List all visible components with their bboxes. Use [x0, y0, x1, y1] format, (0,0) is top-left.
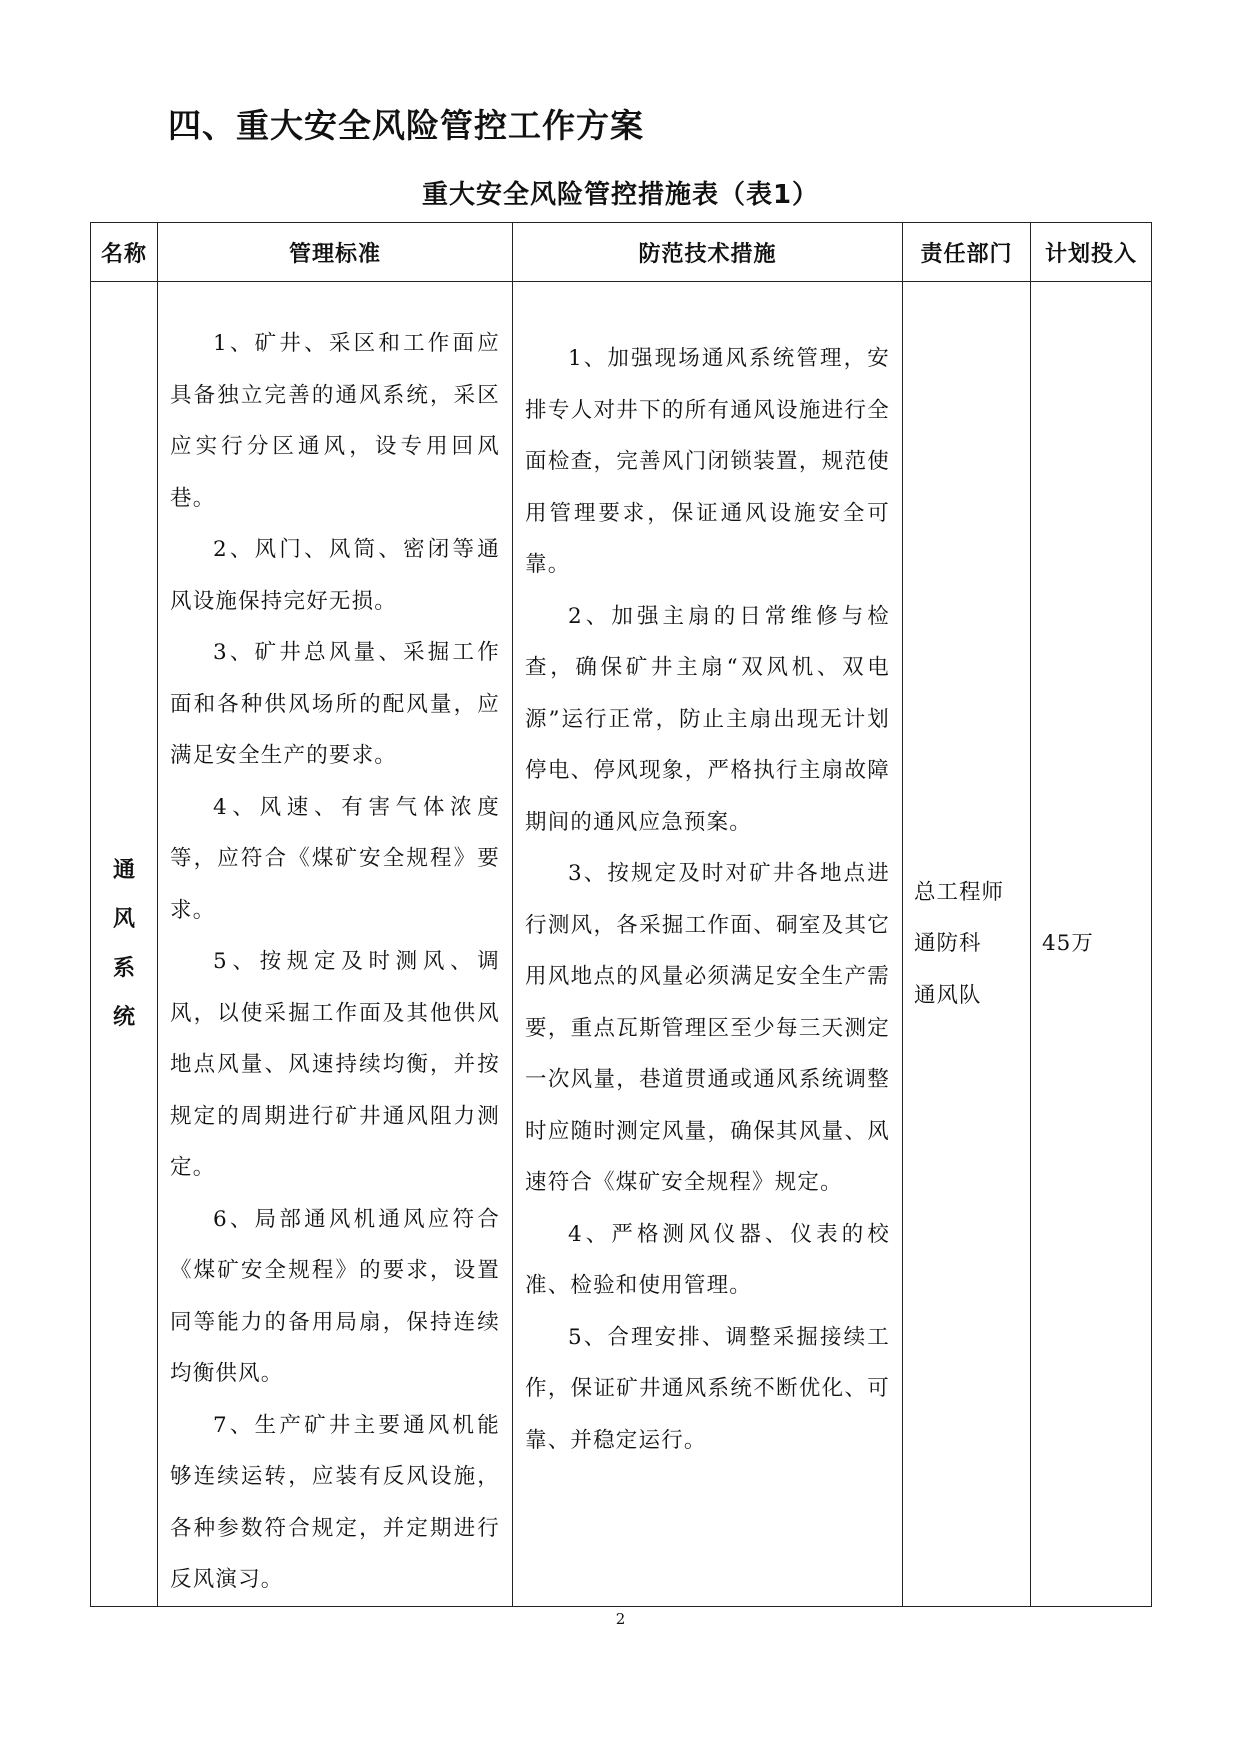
risk-name-cell: [91, 282, 158, 1607]
measures-cell: [513, 282, 903, 1607]
measure-item: 3、按规定及时对矿井各地点进行测风，各采掘工作面、硐室及其它用风地点的风量必须满足安全生产需要，重点瓦斯管理区至少每三天测定一次风量，巷道贯通或通风系统调整时应随时测定风量，确保其风量、风速符合《煤矿安全规程》规定。: [525, 861, 890, 1195]
standard-item: 5、按规定及时测风、调风，以使采掘工作面及其他供风地点风量、风速持续均衡，并按规定的周期进行矿井通风阻力测定。: [170, 949, 500, 1180]
header-measures: 防范技术措施: [513, 223, 903, 282]
section-heading: 四、重大安全风险管控工作方案: [168, 106, 644, 145]
standard-cell: [158, 282, 513, 1607]
risk-control-table: [90, 222, 1152, 1607]
table-header-row: [91, 223, 1152, 282]
header-department: 责任部门: [903, 223, 1031, 282]
department-name: 通风队: [914, 982, 982, 1008]
risk-name: 通风系统: [112, 857, 135, 1030]
standard-item: 4、风速、有害气体浓度等，应符合《煤矿安全规程》要求。: [170, 794, 500, 923]
page-number: 2: [615, 1610, 626, 1628]
measure-item: 4、严格测风仪器、仪表的校准、检验和使用管理。: [525, 1221, 890, 1298]
standard-item: 2、风门、风筒、密闭等通风设施保持完好无损。: [170, 537, 500, 614]
standard-item: 1、矿井、采区和工作面应具备独立完善的通风系统，采区应实行分区通风，设专用回风巷。: [170, 331, 500, 511]
standard-item: 7、生产矿井主要通风机能够连续运转，应装有反风设施，各种参数符合规定，并定期进行反风演习。: [170, 1412, 500, 1592]
header-investment: 计划投入: [1031, 223, 1152, 282]
table-row: [91, 282, 1152, 1607]
table-title: 重大安全风险管控措施表（表1）: [421, 180, 820, 210]
measure-item: 1、加强现场通风系统管理，安排专人对井下的所有通风设施进行全面检查，完善风门闭锁装置，规范使用管理要求，保证通风设施安全可靠。: [525, 346, 890, 577]
department-name: 通防科: [914, 931, 982, 956]
header-name: 名称: [91, 223, 158, 282]
standard-item: 3、矿井总风量、采掘工作面和各种供风场所的配风量，应满足安全生产的要求。: [170, 640, 500, 768]
measure-item: 2、加强主扇的日常维修与检查，确保矿井主扇“双风机、双电源”运行正常，防止主扇出现无计划停电、停风现象，严格执行主扇故障期间的通风应急预案。: [525, 603, 890, 835]
department-cell: [903, 282, 1031, 1607]
standard-item: 6、局部通风机通风应符合《煤矿安全规程》的要求，设置同等能力的备用局扇，保持连续均衡供风。: [170, 1206, 500, 1386]
investment-cell: [1031, 282, 1152, 1607]
header-standard: 管理标准: [158, 223, 513, 282]
investment-value: 45万: [1042, 931, 1094, 956]
measure-item: 5、合理安排、调整采掘接续工作，保证矿井通风系统不断优化、可靠、并稳定运行。: [525, 1324, 890, 1453]
department-name: 总工程师: [914, 879, 1005, 905]
